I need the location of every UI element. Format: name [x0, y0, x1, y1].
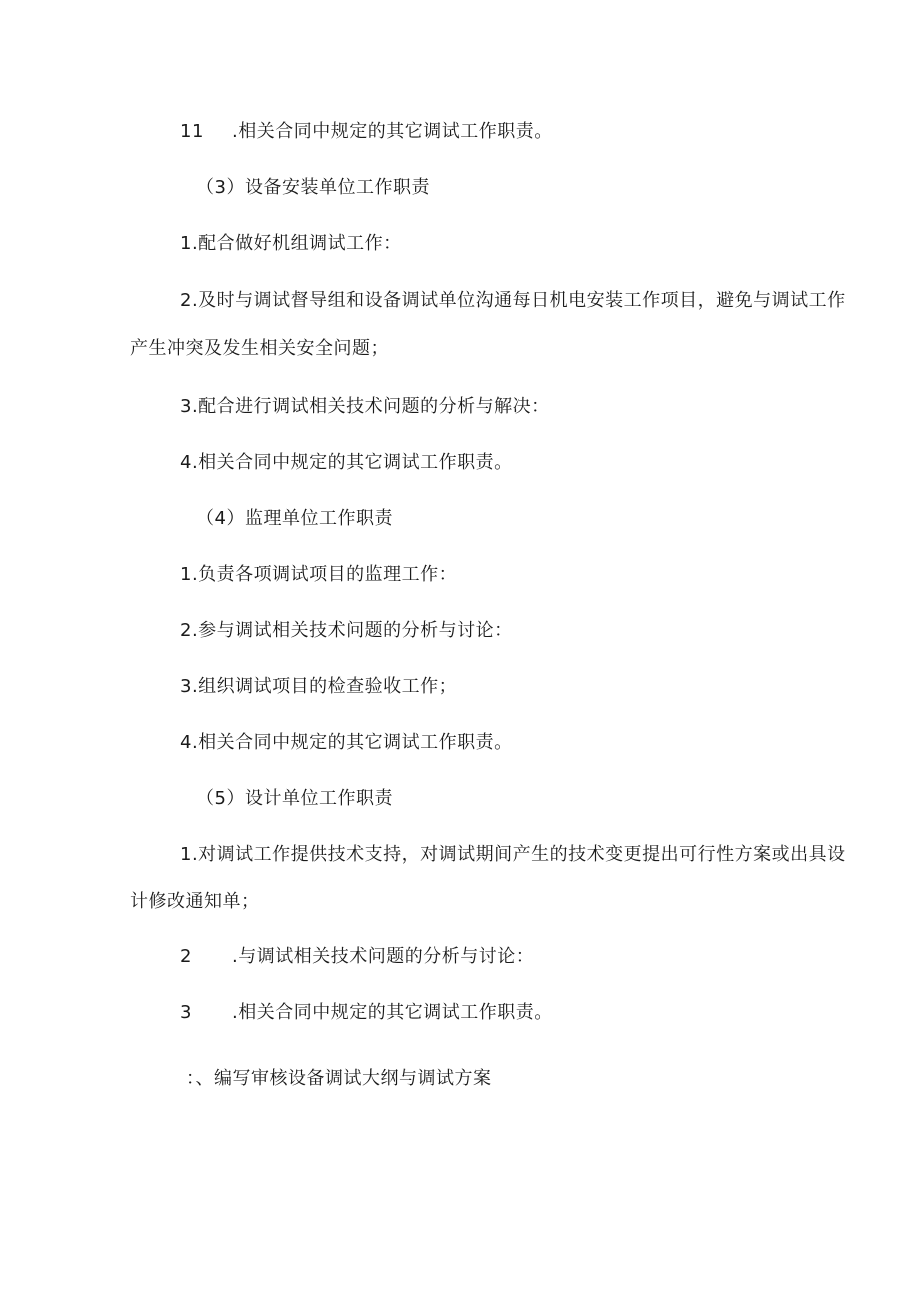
line-text: .相关合同中规定的其它调试工作职责。	[232, 121, 553, 142]
paragraph-line: 3.配合进行调试相关技术问题的分析与解决：	[180, 396, 550, 417]
section-heading: （3）设备安装单位工作职责	[196, 177, 430, 198]
paragraph-line	[180, 121, 553, 143]
paragraph-line: 1.对调试工作提供技术支持，对调试期间产生的技术变更提出可行性方案或出具设	[180, 844, 846, 865]
paragraph-line: 3.组织调试项目的检查验收工作；	[180, 676, 458, 697]
line-text: .相关合同中规定的其它调试工作职责。	[232, 1002, 553, 1023]
paragraph-line: 4.相关合同中规定的其它调试工作职责。	[180, 732, 513, 753]
line-text: .与调试相关技术问题的分析与讨论：	[232, 946, 535, 967]
list-number: 3	[180, 1002, 192, 1023]
paragraph-continuation: 产生冲突及发生相关安全问题；	[130, 338, 389, 359]
section-heading: （5）设计单位工作职责	[196, 788, 393, 809]
section-heading: ：、编写审核设备调试大纲与调试方案	[186, 1068, 492, 1089]
paragraph-continuation: 计修改通知单；	[130, 891, 260, 912]
section-heading: （4）监理单位工作职责	[196, 508, 393, 529]
paragraph-line: 2.及时与调试督导组和设备调试单位沟通每日机电安装工作项目，避免与调试工作	[180, 290, 846, 311]
paragraph-line: 4.相关合同中规定的其它调试工作职责。	[180, 452, 513, 473]
paragraph-line: 1.配合做好机组调试工作：	[180, 233, 402, 254]
paragraph-line: 1.负责各项调试项目的监理工作：	[180, 564, 458, 585]
paragraph-line	[180, 946, 534, 968]
list-number: 2	[180, 946, 192, 967]
paragraph-line	[180, 1002, 553, 1024]
list-number: 11	[180, 121, 204, 142]
paragraph-line: 2.参与调试相关技术问题的分析与讨论：	[180, 620, 513, 641]
